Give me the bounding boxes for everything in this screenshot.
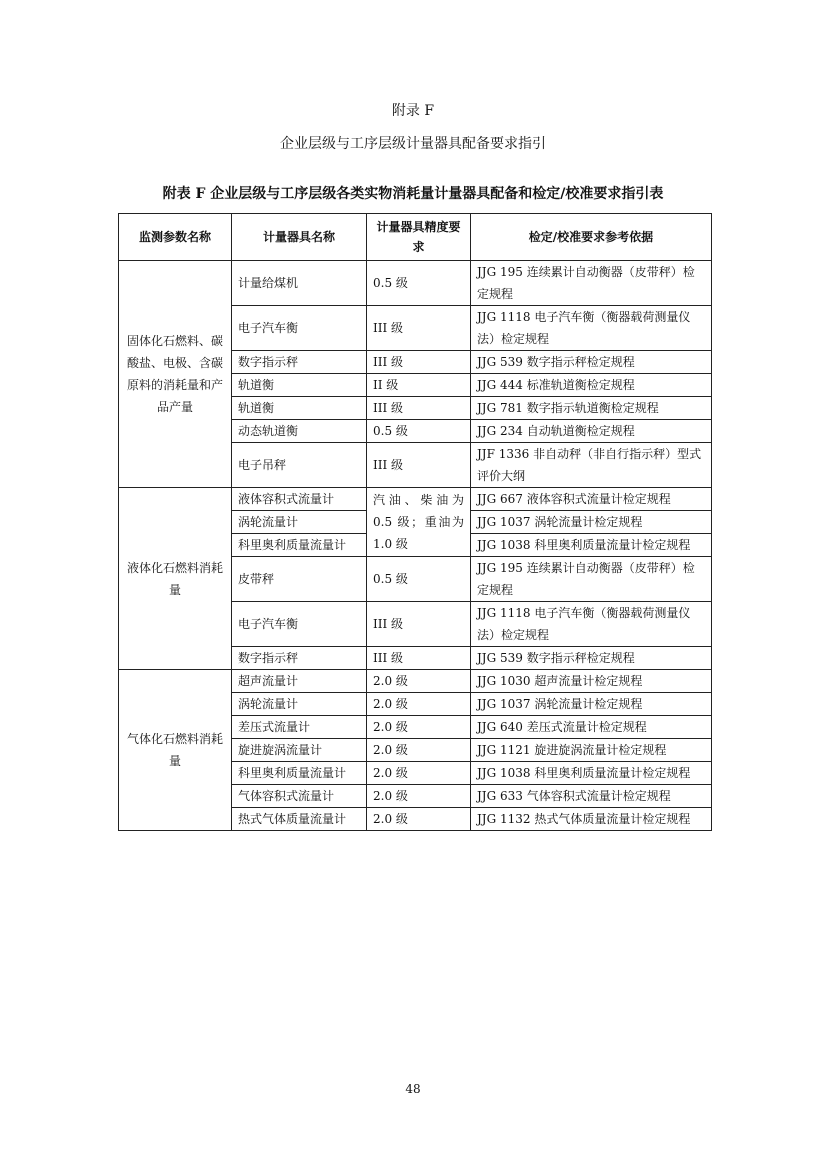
instrument-cell: 电子汽车衡 bbox=[232, 602, 367, 647]
accuracy-cell: III 级 bbox=[367, 351, 471, 374]
param-gas: 气体化石燃料消耗量 bbox=[119, 670, 232, 831]
basis-cell: JJG 1030 超声流量计检定规程 bbox=[471, 670, 712, 693]
accuracy-cell: II 级 bbox=[367, 374, 471, 397]
appendix-heading: 附录 F bbox=[391, 103, 435, 119]
basis-cell: JJG 1121 旋进旋涡流量计检定规程 bbox=[471, 739, 712, 762]
instrument-cell: 涡轮流量计 bbox=[232, 693, 367, 716]
instrument-cell: 科里奥利质量流量计 bbox=[232, 534, 367, 557]
accuracy-cell: III 级 bbox=[367, 306, 471, 351]
basis-cell: JJF 1336 非自动秤（非自行指示秤）型式评价大纲 bbox=[471, 443, 712, 488]
param-solid: 固体化石燃料、碳酸盐、电极、含碳原料的消耗量和产品产量 bbox=[119, 261, 232, 488]
basis-cell: JJG 1118 电子汽车衡（衡器载荷测量仪法）检定规程 bbox=[471, 306, 712, 351]
instrument-cell: 轨道衡 bbox=[232, 397, 367, 420]
table-row bbox=[119, 670, 712, 693]
instrument-cell: 数字指示秤 bbox=[232, 647, 367, 670]
basis-cell: JJG 195 连续累计自动衡器（皮带秤）检定规程 bbox=[471, 261, 712, 306]
instrument-cell: 差压式流量计 bbox=[232, 716, 367, 739]
instrument-cell: 动态轨道衡 bbox=[232, 420, 367, 443]
accuracy-cell: 0.5 级 bbox=[367, 420, 471, 443]
instrument-cell: 旋进旋涡流量计 bbox=[232, 739, 367, 762]
basis-cell: JJG 1118 电子汽车衡（衡器载荷测量仪法）检定规程 bbox=[471, 602, 712, 647]
instrument-cell: 超声流量计 bbox=[232, 670, 367, 693]
accuracy-cell: III 级 bbox=[367, 397, 471, 420]
table-caption: 附表 F 企业层级与工序层级各类实物消耗量计量器具配备和检定/校准要求指引表 bbox=[162, 186, 664, 202]
accuracy-cell: 2.0 级 bbox=[367, 716, 471, 739]
header-accuracy: 计量器具精度要求 bbox=[367, 214, 471, 261]
requirements-table bbox=[118, 213, 712, 831]
accuracy-cell: III 级 bbox=[367, 443, 471, 488]
basis-cell: JJG 1038 科里奥利质量流量计检定规程 bbox=[471, 534, 712, 557]
accuracy-cell: 0.5 级 bbox=[367, 261, 471, 306]
basis-cell: JJG 234 自动轨道衡检定规程 bbox=[471, 420, 712, 443]
accuracy-cell: 2.0 级 bbox=[367, 693, 471, 716]
basis-cell: JJG 667 液体容积式流量计检定规程 bbox=[471, 488, 712, 511]
header-param: 监测参数名称 bbox=[119, 214, 232, 261]
accuracy-cell: 0.5 级 bbox=[367, 557, 471, 602]
instrument-cell: 皮带秤 bbox=[232, 557, 367, 602]
instrument-cell: 数字指示秤 bbox=[232, 351, 367, 374]
basis-cell: JJG 633 气体容积式流量计检定规程 bbox=[471, 785, 712, 808]
basis-cell: JJG 1132 热式气体质量流量计检定规程 bbox=[471, 808, 712, 831]
basis-cell: JJG 640 差压式流量计检定规程 bbox=[471, 716, 712, 739]
basis-cell: JJG 444 标准轨道衡检定规程 bbox=[471, 374, 712, 397]
basis-cell: JJG 539 数字指示秤检定规程 bbox=[471, 351, 712, 374]
accuracy-cell: III 级 bbox=[367, 647, 471, 670]
basis-cell: JJG 1038 科里奥利质量流量计检定规程 bbox=[471, 762, 712, 785]
basis-cell: JJG 1037 涡轮流量计检定规程 bbox=[471, 511, 712, 534]
param-liquid: 液体化石燃料消耗量 bbox=[119, 488, 232, 670]
accuracy-merged-cell: 汽油、柴油为 0.5 级；重油为 1.0 级 bbox=[367, 488, 471, 557]
table-row bbox=[119, 261, 712, 306]
instrument-cell: 电子吊秤 bbox=[232, 443, 367, 488]
appendix-title: 企业层级与工序层级计量器具配备要求指引 bbox=[280, 136, 546, 152]
header-basis: 检定/校准要求参考依据 bbox=[471, 214, 712, 261]
accuracy-cell: 2.0 级 bbox=[367, 762, 471, 785]
instrument-cell: 科里奥利质量流量计 bbox=[232, 762, 367, 785]
page-number: 48 bbox=[405, 1082, 421, 1096]
instrument-cell: 轨道衡 bbox=[232, 374, 367, 397]
accuracy-cell: III 级 bbox=[367, 602, 471, 647]
accuracy-cell: 2.0 级 bbox=[367, 670, 471, 693]
accuracy-cell: 2.0 级 bbox=[367, 785, 471, 808]
basis-cell: JJG 1037 涡轮流量计检定规程 bbox=[471, 693, 712, 716]
basis-cell: JJG 195 连续累计自动衡器（皮带秤）检定规程 bbox=[471, 557, 712, 602]
instrument-cell: 气体容积式流量计 bbox=[232, 785, 367, 808]
header-instrument: 计量器具名称 bbox=[232, 214, 367, 261]
accuracy-cell: 2.0 级 bbox=[367, 808, 471, 831]
instrument-cell: 电子汽车衡 bbox=[232, 306, 367, 351]
accuracy-cell: 2.0 级 bbox=[367, 739, 471, 762]
basis-cell: JJG 539 数字指示秤检定规程 bbox=[471, 647, 712, 670]
instrument-cell: 液体容积式流量计 bbox=[232, 488, 367, 511]
instrument-cell: 涡轮流量计 bbox=[232, 511, 367, 534]
header-row bbox=[119, 214, 712, 261]
instrument-cell: 计量给煤机 bbox=[232, 261, 367, 306]
basis-cell: JJG 781 数字指示轨道衡检定规程 bbox=[471, 397, 712, 420]
instrument-cell: 热式气体质量流量计 bbox=[232, 808, 367, 831]
table-row bbox=[119, 488, 712, 511]
